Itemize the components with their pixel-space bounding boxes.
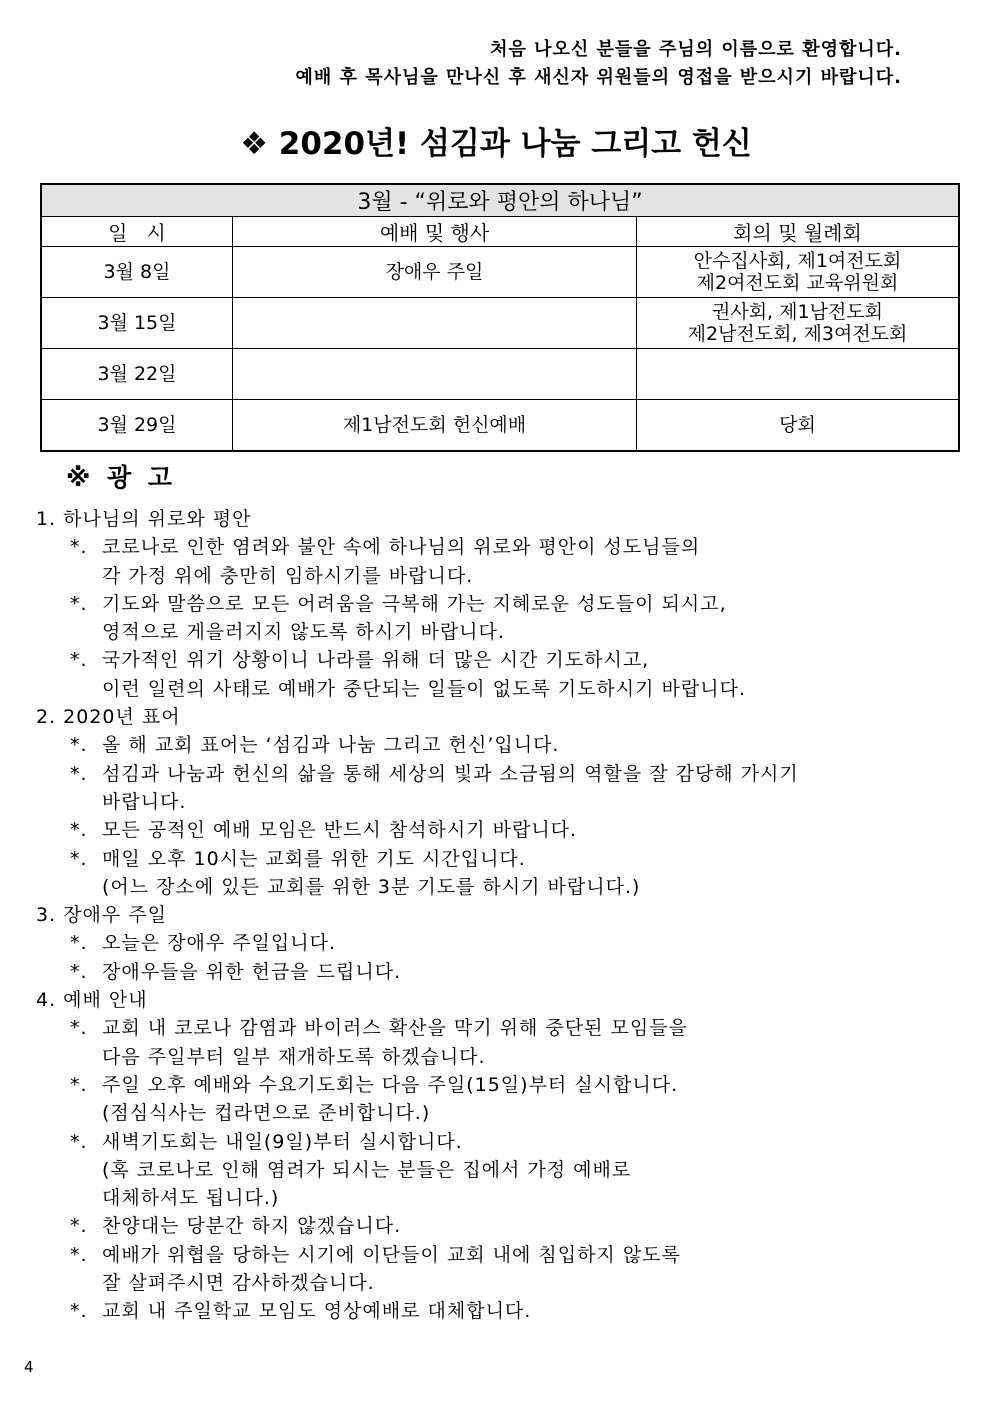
notice-section-title: 1. 하나님의 위로와 평안 — [36, 508, 252, 530]
meeting-line: 권사회, 제1남전도회 — [712, 301, 883, 323]
welcome-line-1: 처음 나오신 분들을 주님의 이름으로 환영합니다. — [490, 39, 902, 60]
header-event: 예배 및 행사 — [233, 217, 637, 247]
row-meeting — [637, 400, 960, 452]
notice-line: (혹 코로나로 인해 염려가 되시는 분들은 집에서 가정 예배로 — [102, 1158, 632, 1181]
row-date: 3월 8일 — [41, 247, 233, 298]
notice-line: 올 해 교회 표어는 ‘섬김과 나눔 그리고 헌신’입니다. — [102, 734, 560, 757]
notice-item — [36, 1014, 936, 1071]
bullet-marker: *. — [70, 847, 88, 870]
bullet-marker: *. — [70, 1073, 88, 1096]
notice-line: 영적으로 게을러지지 않도록 하시기 바랍니다. — [102, 621, 505, 644]
notice-item — [36, 731, 936, 759]
notice-line: 찬양대는 당분간 하지 않겠습니다. — [102, 1215, 402, 1238]
notice-line: 섬김과 나눔과 헌신의 삶을 통해 세상의 빛과 소금됨의 역할을 잘 감당해 가시기 — [102, 762, 799, 785]
page-heading: ❖ 2020년! 섬김과 나눔 그리고 헌신 — [240, 126, 752, 162]
notice-line: 잘 살펴주시면 감사하겠습니다. — [102, 1272, 375, 1295]
notice-line: (점심식사는 컵라면으로 준비합니다.) — [102, 1102, 431, 1125]
notice-list — [36, 505, 936, 1326]
notice-line: 다음 주일부터 일부 재개하도록 하겠습니다. — [102, 1045, 486, 1068]
row-event — [233, 298, 637, 349]
header-meeting: 회의 및 월례회 — [637, 217, 960, 247]
row-meeting — [637, 349, 960, 400]
notice-item — [36, 1297, 936, 1325]
notice-line: 주일 오후 예배와 수요기도회는 다음 주일(15일)부터 실시합니다. — [102, 1073, 679, 1096]
meeting-line: 당회 — [779, 414, 816, 436]
notice-item — [36, 845, 936, 902]
notice-line: 대체하셔도 됩니다.) — [102, 1187, 280, 1210]
indent — [70, 1184, 102, 1212]
schedule-row — [41, 247, 959, 298]
notice-item — [36, 1071, 936, 1128]
indent — [70, 618, 102, 646]
notice-line: 새벽기도회는 내일(9일)부터 실시합니다. — [102, 1130, 463, 1153]
bullet-marker: *. — [70, 649, 88, 672]
notice-title: ※ 광 고 — [66, 463, 177, 492]
row-event: 장애우 주일 — [233, 247, 637, 298]
bullet-marker: *. — [70, 819, 88, 842]
row-date: 3월 22일 — [41, 349, 233, 400]
schedule-table — [40, 183, 960, 452]
indent — [70, 1099, 102, 1127]
notice-line: 국가적인 위기 상황이니 나라를 위해 더 많은 시간 기도하시고, — [102, 649, 650, 672]
notice-line: 기도와 말씀으로 모든 어려움을 극복해 가는 지혜로운 성도들이 되시고, — [102, 592, 727, 615]
bullet-marker: *. — [70, 960, 88, 983]
row-date: 3월 15일 — [41, 298, 233, 349]
notice-line: 장애우들을 위한 헌금을 드립니다. — [102, 960, 402, 983]
notice-line: 모든 공적인 예배 모임은 반드시 참석하시기 바랍니다. — [102, 819, 578, 842]
notice-item — [36, 958, 936, 986]
indent — [70, 873, 102, 901]
notice-item — [36, 1212, 936, 1240]
schedule-row — [41, 349, 959, 400]
row-date: 3월 29일 — [41, 400, 233, 452]
header-date: 일 시 — [41, 217, 233, 247]
bullet-marker: *. — [70, 1300, 88, 1323]
notice-item — [36, 1241, 936, 1298]
notice-line: (어느 장소에 있든 교회를 위한 3분 기도를 하시기 바랍니다.) — [102, 875, 641, 898]
welcome-message — [296, 36, 903, 92]
row-event — [233, 349, 637, 400]
schedule-month-title: 3월 - “위로와 평안의 하나님” — [41, 184, 959, 217]
bullet-marker: *. — [70, 932, 88, 955]
notice-section-title: 2. 2020년 표어 — [36, 706, 181, 729]
schedule-row — [41, 400, 959, 452]
notice-line: 이런 일련의 사태로 예배가 중단되는 일들이 없도록 기도하시기 바랍니다. — [102, 677, 746, 700]
bullet-marker: *. — [70, 762, 88, 785]
meeting-line: 안수집사회, 제1여전도회 — [693, 250, 902, 272]
indent — [70, 1043, 102, 1071]
bullet-marker: *. — [70, 1017, 88, 1040]
page-number: 4 — [24, 1358, 34, 1376]
notice-line: 예배가 위협을 당하는 시기에 이단들이 교회 내에 침입하지 않도록 — [102, 1243, 681, 1266]
row-event: 제1남전도회 헌신예배 — [233, 400, 637, 452]
bullet-marker: *. — [70, 1215, 88, 1238]
bullet-marker: *. — [70, 536, 88, 559]
notice-line: 바랍니다. — [102, 790, 187, 813]
row-meeting — [637, 247, 960, 298]
bullet-marker: *. — [70, 1130, 88, 1153]
notice-item — [36, 590, 936, 647]
notice-section-title: 3. 장애우 주일 — [36, 904, 167, 927]
bullet-marker: *. — [70, 1243, 88, 1266]
bullet-marker: *. — [70, 592, 88, 615]
notice-item — [36, 760, 936, 817]
notice-line: 코로나로 인한 염려와 불안 속에 하나님의 위로와 평안이 성도님들의 — [102, 536, 701, 559]
indent — [70, 562, 102, 590]
notice-line: 매일 오후 10시는 교회를 위한 기도 시간입니다. — [102, 847, 526, 870]
notice-line: 교회 내 주일학교 모임도 영상예배로 대체합니다. — [102, 1300, 532, 1323]
indent — [70, 1156, 102, 1184]
schedule-row — [41, 298, 959, 349]
notice-line: 각 가정 위에 충만히 임하시기를 바랍니다. — [102, 564, 474, 587]
meeting-line: 제2남전도회, 제3여전도회 — [687, 323, 908, 345]
indent — [70, 675, 102, 703]
notice-item — [36, 1128, 936, 1213]
notice-line: 오늘은 장애우 주일입니다. — [102, 932, 337, 955]
bullet-marker: *. — [70, 734, 88, 757]
notice-section-title: 4. 예배 안내 — [36, 989, 148, 1012]
welcome-line-2: 예배 후 목사님을 만나신 후 새신자 위원들의 영접을 받으시기 바랍니다. — [295, 67, 902, 88]
notice-line: 교회 내 코로나 감염과 바이러스 확산을 막기 위해 중단된 모임들을 — [102, 1017, 688, 1040]
indent — [70, 1269, 102, 1297]
notice-item — [36, 533, 936, 590]
meeting-line: 제2여전도회 교육위원회 — [696, 272, 899, 294]
notice-item — [36, 816, 936, 844]
notice-item — [36, 929, 936, 957]
indent — [70, 788, 102, 816]
row-meeting — [637, 298, 960, 349]
notice-item — [36, 646, 936, 703]
